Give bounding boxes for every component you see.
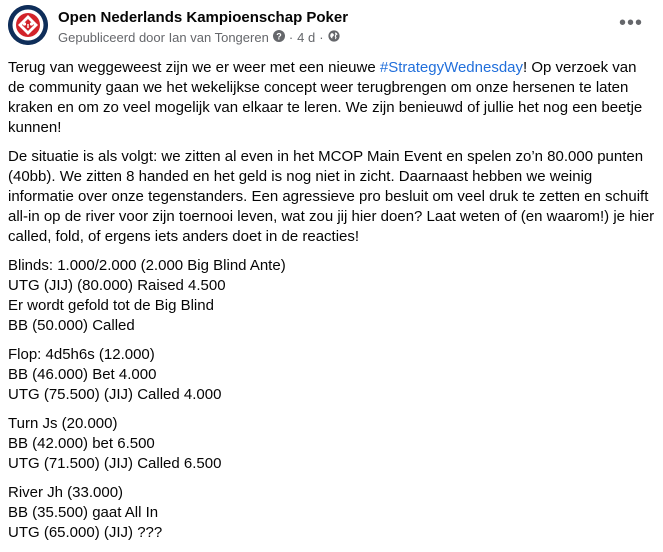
globe-icon[interactable] [328, 30, 340, 45]
post-header [8, 5, 655, 47]
flop-paragraph: Flop: 4d5h6s (12.000) BB (46.000) Bet 4.000 UTG (75.500) (JIJ) Called 4.000 [8, 346, 222, 403]
avatar[interactable] [8, 5, 48, 45]
onk-logo-icon [8, 5, 48, 45]
page-name-link[interactable]: Open Nederlands Kampioenschap Poker [58, 9, 349, 26]
help-circle-icon[interactable] [273, 30, 285, 45]
more-horizontal-icon: ••• [619, 12, 644, 34]
post-meta [58, 30, 340, 45]
more-options-button[interactable] [619, 11, 643, 35]
svg-text:?: ? [276, 31, 282, 42]
hashtag-link[interactable]: #StrategyWednesday [379, 59, 524, 76]
river-paragraph: River Jh (33.000) BB (35.500) gaat All In UTG (65.000) (JIJ) ??? [8, 484, 163, 541]
preflop-paragraph: Blinds: 1.000/2.000 (2.000 Big Blind Ante) UTG (JIJ) (80.000) Raised 4.500 Er wordt gefold tot de Big Blind BB (50.000) Called [8, 257, 286, 334]
intro-text-after: ! Op verzoek van de community gaan we het wekelijkse concept weer terugbrengen om onze hersenen te laten kraken en om zo veel mogelijk van elkaar te leren. We zijn benieuwd of jullie het nog een beetje kunnen! [8, 59, 643, 136]
post-time-link[interactable]: 4 d [297, 30, 316, 45]
situation-paragraph: De situatie is als volgt: we zitten al even in het MCOP Main Event en spelen zo’n 80.000 punten (40bb). We zitten 8 handed en het geld is nog niet in zicht. Daarnaast hebben we weinig informatie over onze tegenstanders. Een agressieve pro besluit om veel druk te zetten en schuift all-in op de river voor zijn toernooi leven, wat zou jij hier doen? Laat weten of (en waarom!) je hier called, fold, of ergens iets anders doet in de reacties! [8, 148, 655, 245]
meta-separator: · [319, 30, 324, 45]
published-by-text: Gepubliceerd door Ian van Tongeren [58, 30, 269, 45]
meta-separator: · [288, 30, 294, 45]
intro-text-before: Terug van weggeweest zijn we er weer met een nieuwe [8, 59, 380, 76]
post-body [8, 58, 655, 552]
post-intro [8, 58, 655, 138]
turn-paragraph: Turn Js (20.000) BB (42.000) bet 6.500 UTG (71.500) (JIJ) Called 6.500 [8, 415, 222, 472]
